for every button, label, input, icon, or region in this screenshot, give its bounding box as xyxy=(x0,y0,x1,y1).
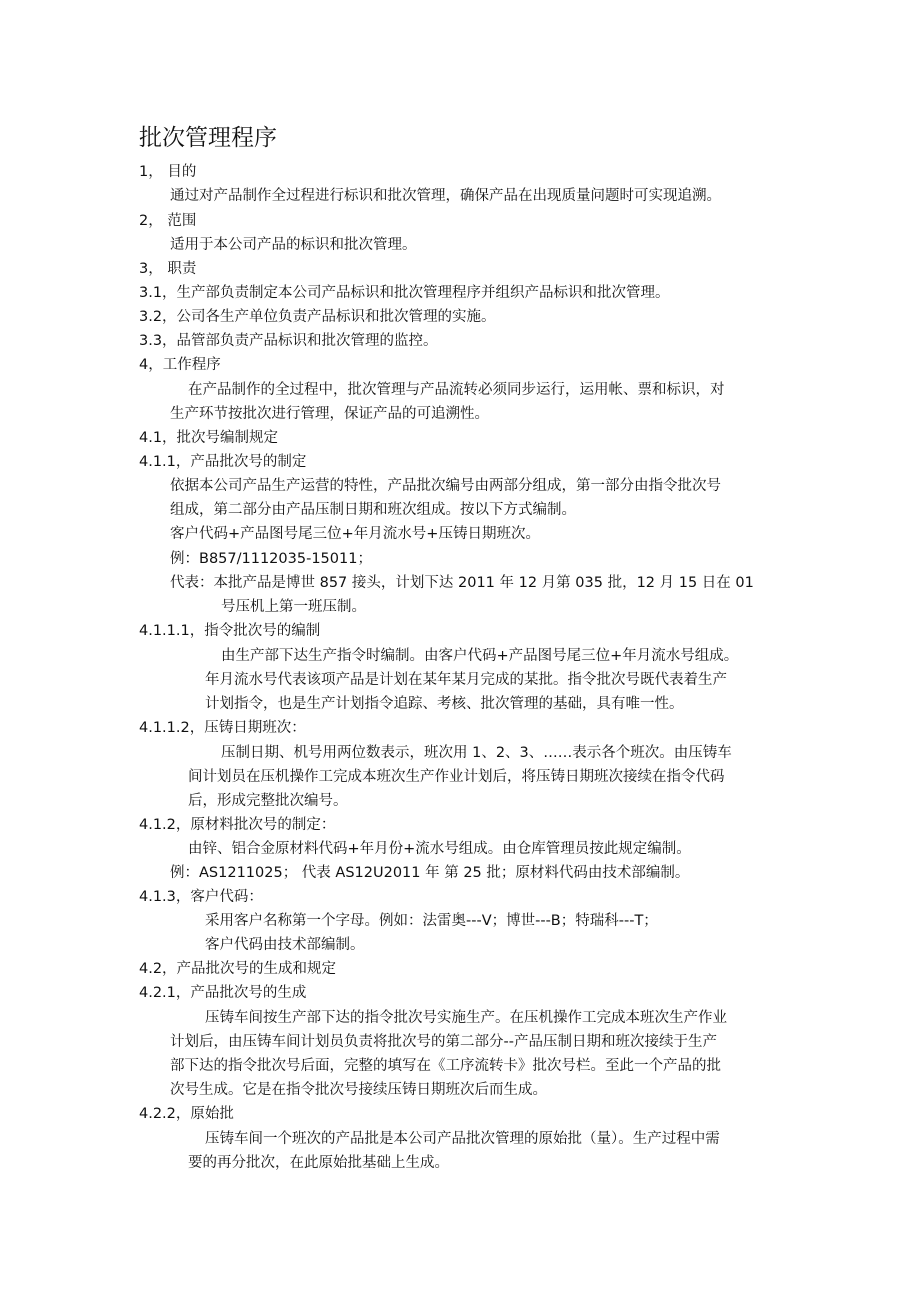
section-4-2-1-text-line3: 部下达的指令批次号后面，完整的填写在《工序流转卡》批次号栏。至此一个产品的批 xyxy=(170,1058,721,1074)
section-4-1-1-1-text-line3: 计划指令，也是生产计划指令追踪、考核、批次管理的基础，具有唯一性。 xyxy=(205,696,684,712)
section-4-1-1-2-text-line2: 间计划员在压机操作工完成本班次生产作业计划后，将压铸日期班次接续在指令代码 xyxy=(188,769,725,785)
section-4-2-heading: 4.2，产品批次号的生成和规定 xyxy=(139,961,337,977)
section-4-1-1-2-heading: 4.1.1.2，压铸日期班次： xyxy=(139,720,306,736)
section-4-1-1-1-heading: 4.1.1.1，指令批次号的编制 xyxy=(139,623,321,639)
page-title: 批次管理程序 xyxy=(139,125,277,151)
batch-example-meaning-line1: 代表：本批产品是博世 857 接头，计划下达 2011 年 12 月第 035 批，12 月 15 日在 01 xyxy=(170,575,754,591)
section-4-2-2-heading: 4.2.2，原始批 xyxy=(139,1106,234,1122)
section-4-1-1-1-text-line2: 年月流水号代表该项产品是计划在某年某月完成的某批。指令批次号既代表着生产 xyxy=(205,672,727,688)
section-4-1-1-text-line1: 依据本公司产品生产运营的特性，产品批次编号由两部分组成，第一部分由指令批次号 xyxy=(170,478,721,494)
section-4-heading: 4，工作程序 xyxy=(139,357,221,373)
section-4-1-2-text: 由锌、铝合金原材料代码+年月份+流水号组成。由仓库管理员按此规定编制。 xyxy=(188,841,691,857)
section-2-heading: 2， 范围 xyxy=(139,213,197,229)
section-4-2-1-heading: 4.2.1，产品批次号的生成 xyxy=(139,985,307,1001)
section-3-3: 3.3，品管部负责产品标识和批次管理的监控。 xyxy=(139,333,438,349)
section-4-1-3-text-line2: 客户代码由技术部编制。 xyxy=(205,937,365,953)
section-4-2-2-text-line1: 压铸车间一个班次的产品批是本公司产品批次管理的原始批（量）。生产过程中需 xyxy=(205,1131,720,1147)
section-3-heading: 3， 职责 xyxy=(139,261,197,277)
section-3-2: 3.2，公司各生产单位负责产品标识和批次管理的实施。 xyxy=(139,309,496,325)
section-4-1-1-text-line2: 组成，第二部分由产品压制日期和班次组成。按以下方式编制。 xyxy=(170,502,576,518)
section-3-1: 3.1，生产部负责制定本公司产品标识和批次管理程序并组织产品标识和批次管理。 xyxy=(139,285,670,301)
section-2-text: 适用于本公司产品的标识和批次管理。 xyxy=(170,237,417,253)
section-4-1-heading: 4.1，批次号编制规定 xyxy=(139,430,279,446)
section-4-1-1-2-text-line1: 压制日期、机号用两位数表示，班次用 1、2、3、……表示各个班次。由压铸车 xyxy=(221,745,732,761)
section-4-2-2-text-line2: 要的再分批次，在此原始批基础上生成。 xyxy=(188,1155,449,1171)
section-4-1-2-heading: 4.1.2，原材料批次号的制定： xyxy=(139,817,336,833)
section-4-2-1-text-line4: 次号生成。它是在指令批次号接续压铸日期班次后而生成。 xyxy=(170,1082,547,1098)
section-4-1-1-2-text-line3: 后，形成完整批次编号。 xyxy=(188,793,348,809)
batch-example: 例：B857/1112035-15011； xyxy=(170,551,372,567)
section-1-heading: 1， 目的 xyxy=(139,164,197,180)
section-4-1-1-heading: 4.1.1，产品批次号的制定 xyxy=(139,454,307,470)
section-4-text-line1: 在产品制作的全过程中，批次管理与产品流转必须同步运行，运用帐、票和标识，对 xyxy=(188,382,725,398)
section-4-text-line2: 生产环节按批次进行管理，保证产品的可追溯性。 xyxy=(170,406,489,422)
batch-format: 客户代码+产品图号尾三位+年月流水号+压铸日期班次。 xyxy=(170,526,540,542)
section-4-1-1-1-text-line1: 由生产部下达生产指令时编制。由客户代码+产品图号尾三位+年月流水号组成。 xyxy=(221,648,739,664)
material-example: 例：AS1211025； 代表 AS12U2011 年 第 25 批；原材料代码由技术部编制。 xyxy=(170,865,690,881)
batch-example-meaning-line2: 号压机上第一班压制。 xyxy=(221,599,366,615)
section-4-1-3-text-line1: 采用客户名称第一个字母。例如：法雷奥---V；博世---B；特瑞科---T； xyxy=(205,913,658,929)
section-1-text: 通过对产品制作全过程进行标识和批次管理，确保产品在出现质量问题时可实现追溯。 xyxy=(170,188,721,204)
section-4-2-1-text-line1: 压铸车间按生产部下达的指令批次号实施生产。在压机操作工完成本班次生产作业 xyxy=(205,1010,727,1026)
section-4-2-1-text-line2: 计划后，由压铸车间计划员负责将批次号的第二部分--产品压制日期和班次接续于生产 xyxy=(170,1034,717,1050)
section-4-1-3-heading: 4.1.3，客户代码： xyxy=(139,889,263,905)
